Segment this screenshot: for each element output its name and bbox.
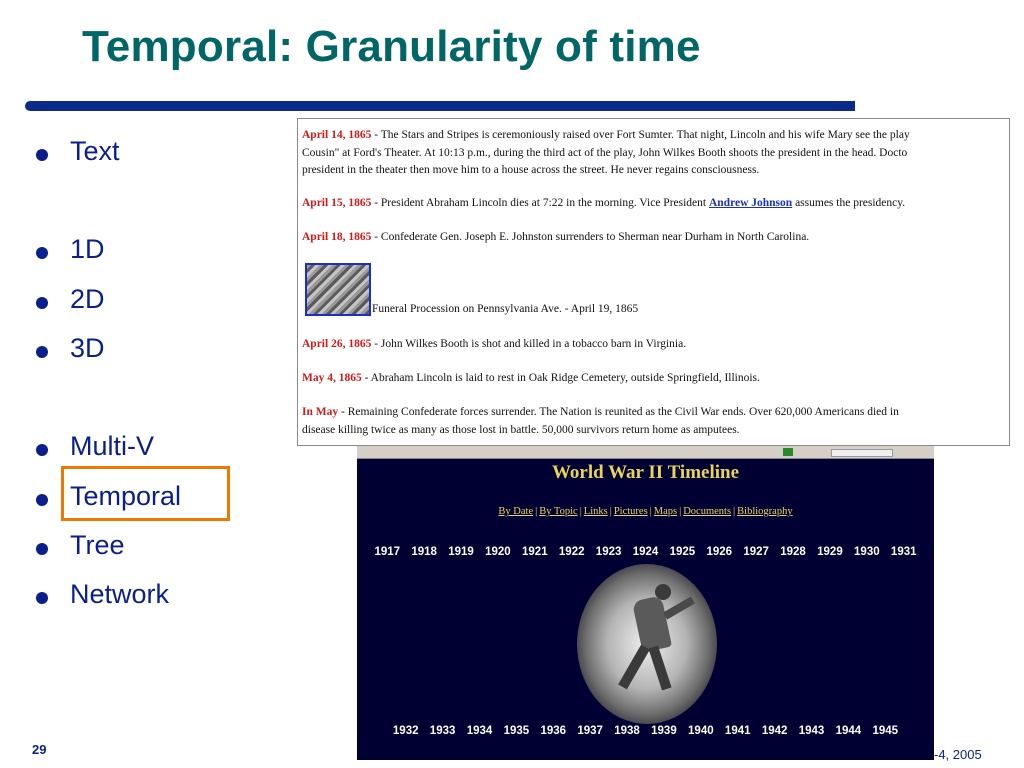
- year-link[interactable]: 1919: [448, 546, 474, 558]
- year-link[interactable]: 1918: [411, 546, 437, 558]
- nav-link-by-topic[interactable]: By Topic: [539, 506, 578, 517]
- highlight-box: [61, 466, 230, 521]
- andrew-johnson-link[interactable]: Andrew Johnson: [708, 197, 793, 209]
- year-link[interactable]: 1941: [724, 725, 751, 737]
- photo-caption: Funeral Procession on Pennsylvania Ave. - April 19, 1865: [372, 303, 639, 315]
- year-link[interactable]: 1934: [466, 725, 493, 737]
- year-link[interactable]: 1938: [614, 725, 640, 737]
- soldier-photo: [577, 564, 717, 724]
- nav-link-bibliography[interactable]: Bibliography: [737, 506, 793, 517]
- bullet-dot-icon: [36, 346, 48, 358]
- browser-toolbar: [357, 446, 934, 459]
- soldier-figure: [632, 595, 672, 652]
- soldier-figure: [618, 645, 650, 690]
- nav-link-pictures[interactable]: Pictures: [613, 506, 648, 517]
- nav-link-maps[interactable]: Maps: [653, 506, 678, 517]
- bullet-dot-icon: [36, 149, 48, 161]
- year-link[interactable]: 1930: [854, 546, 880, 558]
- year-link[interactable]: 1928: [780, 546, 806, 558]
- years-row-top: [357, 546, 934, 558]
- soldier-figure: [663, 597, 695, 620]
- timeline-entry-line: president in the theater then move him to a house across the street. He never regains consciousness.: [302, 164, 760, 176]
- toolbar-icon: [783, 448, 793, 456]
- timeline-entry: April 14, 1865 - The Stars and Stripes is ceremoniously raised over Fort Sumter. That night, Lincoln and his wife Mary see the play: [302, 129, 910, 141]
- year-link[interactable]: 1921: [522, 546, 548, 558]
- year-link[interactable]: 1939: [651, 725, 677, 737]
- nav-link-documents[interactable]: Documents: [683, 506, 732, 517]
- bullet-dot-icon: [36, 494, 48, 506]
- ww2-title: World War II Timeline: [551, 462, 740, 483]
- timeline-entry: May 4, 1865 - Abraham Lincoln is laid to rest in Oak Ridge Cemetery, outside Springfield, Illinois.: [302, 372, 760, 384]
- timeline-entry-line: Cousin" at Ford's Theater. At 10:13 p.m., during the third act of the play, John Wilkes Booth shoots the president in the head. Docto: [302, 147, 908, 159]
- year-link[interactable]: 1925: [669, 546, 696, 558]
- year-link[interactable]: 1927: [743, 546, 769, 558]
- bullet-dot-icon: [36, 543, 48, 555]
- year-link[interactable]: 1917: [374, 546, 401, 558]
- slide-title: Temporal: Granularity of time: [82, 22, 701, 71]
- year-link[interactable]: 1923: [595, 546, 622, 558]
- year-link[interactable]: 1932: [392, 725, 419, 737]
- year-link[interactable]: 1924: [632, 546, 659, 558]
- bullet-dot-icon: [36, 444, 48, 456]
- nav-link-by-date[interactable]: By Date: [498, 506, 534, 517]
- year-link[interactable]: 1943: [798, 725, 825, 737]
- year-link[interactable]: 1944: [835, 725, 862, 737]
- year-link[interactable]: 1933: [429, 725, 456, 737]
- title-divider: [25, 101, 855, 111]
- ww2-nav: By Date | By Topic | Links | Pictures | Maps | Documents | Bibliography: [498, 506, 793, 517]
- year-link[interactable]: 1920: [485, 546, 511, 558]
- page-number: 29: [32, 742, 47, 757]
- year-link[interactable]: 1931: [890, 546, 917, 558]
- bullet-dot-icon: [36, 592, 48, 604]
- timeline-entry: April 15, 1865 - President Abraham Lincoln dies at 7:22 in the morning. Vice President Andrew Johnson assumes the presidency.: [302, 197, 906, 209]
- timeline-entry-line: disease killing twice as many as those lost in battle. 50,000 survivors return home as amputees.: [302, 424, 740, 436]
- year-link[interactable]: 1935: [503, 725, 530, 737]
- toolbar-field: [831, 449, 893, 457]
- years-row-bottom: [357, 725, 934, 737]
- year-link[interactable]: 1926: [706, 546, 733, 558]
- year-link[interactable]: 1936: [540, 725, 567, 737]
- year-link[interactable]: 1937: [577, 725, 603, 737]
- funeral-procession-thumbnail[interactable]: [305, 263, 371, 316]
- year-link[interactable]: 1940: [688, 725, 714, 737]
- timeline-entry: April 18, 1865 - Confederate Gen. Joseph E. Johnston surrenders to Sherman near Durham in North Carolina.: [302, 231, 810, 243]
- timeline-entry: In May - Remaining Confederate forces surrender. The Nation is reunited as the Civil War ends. Over 620,000 Americans died in: [302, 406, 899, 418]
- year-link[interactable]: 1929: [817, 546, 843, 558]
- nav-link-links[interactable]: Links: [583, 506, 608, 517]
- footer-date: -4, 2005: [934, 747, 982, 762]
- ww2-timeline-screenshot: [357, 446, 934, 760]
- year-link[interactable]: 1922: [558, 546, 585, 558]
- year-link[interactable]: 1942: [761, 725, 788, 737]
- soldier-figure: [648, 646, 671, 691]
- civil-war-timeline-screenshot: [297, 118, 1010, 446]
- year-link[interactable]: 1945: [872, 725, 899, 737]
- bullet-dot-icon: [36, 247, 48, 259]
- bullet-dot-icon: [36, 297, 48, 309]
- timeline-entry: April 26, 1865 - John Wilkes Booth is shot and killed in a tobacco barn in Virginia.: [302, 338, 687, 350]
